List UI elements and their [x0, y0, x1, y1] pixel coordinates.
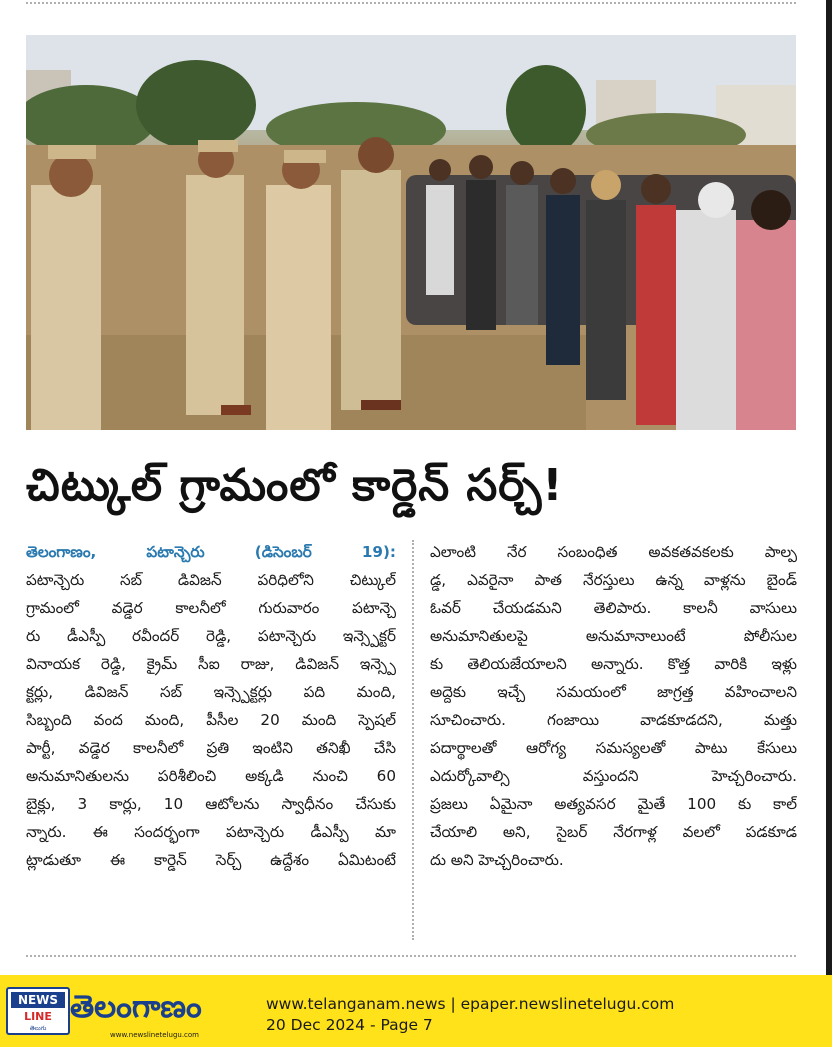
logo-sub-text: తెలుగు	[29, 1025, 47, 1032]
brand-url: www.newslinetelugu.com	[110, 1031, 199, 1039]
bottom-divider	[26, 955, 796, 957]
column-divider	[412, 540, 414, 940]
article-line: అద్దెకు ఇచ్చే సమయంలో జాగ్రత్త వహించాలని	[430, 683, 797, 701]
news-photo	[26, 35, 796, 430]
article-line: వినాయక రెడ్డి, క్రైమ్ సీఐ రాజు, డివిజన్ ఇన్స్పె	[26, 655, 396, 673]
article-line: ప్రజలు ఏమైనా అత్యవసర మైతే 100 కు కాల్	[430, 795, 797, 813]
article-line: క్టర్లు, డివిజన్ సబ్ ఇన్స్పెక్టర్లు పది మంది,	[26, 683, 396, 701]
article-line: గ్రామంలో వడ్డెర కాలనీలో గురువారం పటాన్చె	[26, 599, 396, 617]
article-line: సిబ్బంది వంద మంది, పీసీల 20 మంది స్పెషల్	[26, 711, 396, 729]
article-line: పటాన్చెరు సబ్ డివిజన్ పరిధిలోని చిట్కుల్	[26, 571, 396, 589]
article-column-left	[26, 538, 396, 874]
article-line: న్నారు. ఈ సందర్భంగా పటాన్చెరు డీఎస్పీ మా	[26, 823, 396, 841]
photo-tree	[506, 65, 586, 155]
photo-police	[31, 137, 401, 430]
article-line	[26, 538, 396, 566]
article-line: చేయాలి అని, సైబర్ నేరగాళ్ల వలలో పడకూడ	[430, 823, 797, 841]
logo-news-text: NEWS	[11, 992, 65, 1008]
article-line: పదార్థాలతో ఆరోగ్య సమస్యలతో పాటు కేసులు	[430, 739, 797, 757]
footer-date-page: 20 Dec 2024 - Page 7	[266, 1016, 433, 1034]
article-line: సూచించారు. గంజాయి వాడకూడదని, మత్తు	[430, 711, 797, 729]
article-line: పార్టీ, వడ్డెర కాలనీలో ప్రతి ఇంటిని తనిఖీ చేసి	[26, 739, 396, 757]
article-line: ట్లాడుతూ ఈ కార్డెన్ సెర్చ్ ఉద్దేశం ఏమిటంటే	[26, 851, 396, 869]
article-line: ఓవర్ చేయడమని తెలిపారు. కాలనీ వాసులు	[430, 599, 797, 617]
article-line: కు తెలియజేయాలని అన్నారు. కొత్త వారికి ఇళ్లు	[430, 655, 797, 673]
footer-links[interactable]: www.telanganam.news | epaper.newslinetelugu.com	[266, 995, 675, 1013]
article-line: దు అని హెచ్చరించారు.	[430, 851, 564, 869]
photo-tree	[136, 60, 256, 150]
newsline-logo	[6, 987, 70, 1035]
headline: చిట్కుల్ గ్రామంలో కార్డెన్ సర్చ్!	[26, 460, 564, 511]
logo-line-text: LINE	[24, 1010, 52, 1023]
article-line: బైక్లు, 3 కార్లు, 10 ఆటోలను స్వాధీనం చేసుకు	[26, 795, 396, 813]
article-column-right	[430, 538, 797, 874]
article-line: ఎలాంటి నేర సంబంధిత అవకతవకలకు పాల్ప	[430, 543, 797, 561]
article-line: డ్డ, ఎవరైనా పాత నేరస్తులు ఉన్న వాళ్లను బైండ్	[430, 571, 797, 589]
top-divider	[26, 2, 796, 4]
article-line: అనుమానితులను పరిశీలించి అక్కడి నుంచి 60	[26, 767, 396, 785]
news-photo-illustration	[26, 35, 796, 430]
article-line: రు డీఎస్పీ రవీందర్ రెడ్డి, పటాన్చెరు ఇన్స్పెక్టర్	[26, 627, 396, 645]
brand-wordmark: తెలంగాణం	[70, 989, 202, 1025]
dateline: తెలంగాణం, పటాన్చెరు (డిసెంబర్ 19):	[26, 543, 396, 561]
footer-bar	[0, 975, 832, 1047]
page-edge	[826, 0, 832, 975]
article-line: అనుమానితులపై అనుమానాలుంటే పోలీసుల	[430, 627, 797, 645]
article-line: ఎదుర్కోవాల్సి వస్తుందని హెచ్చరించారు.	[430, 767, 797, 785]
